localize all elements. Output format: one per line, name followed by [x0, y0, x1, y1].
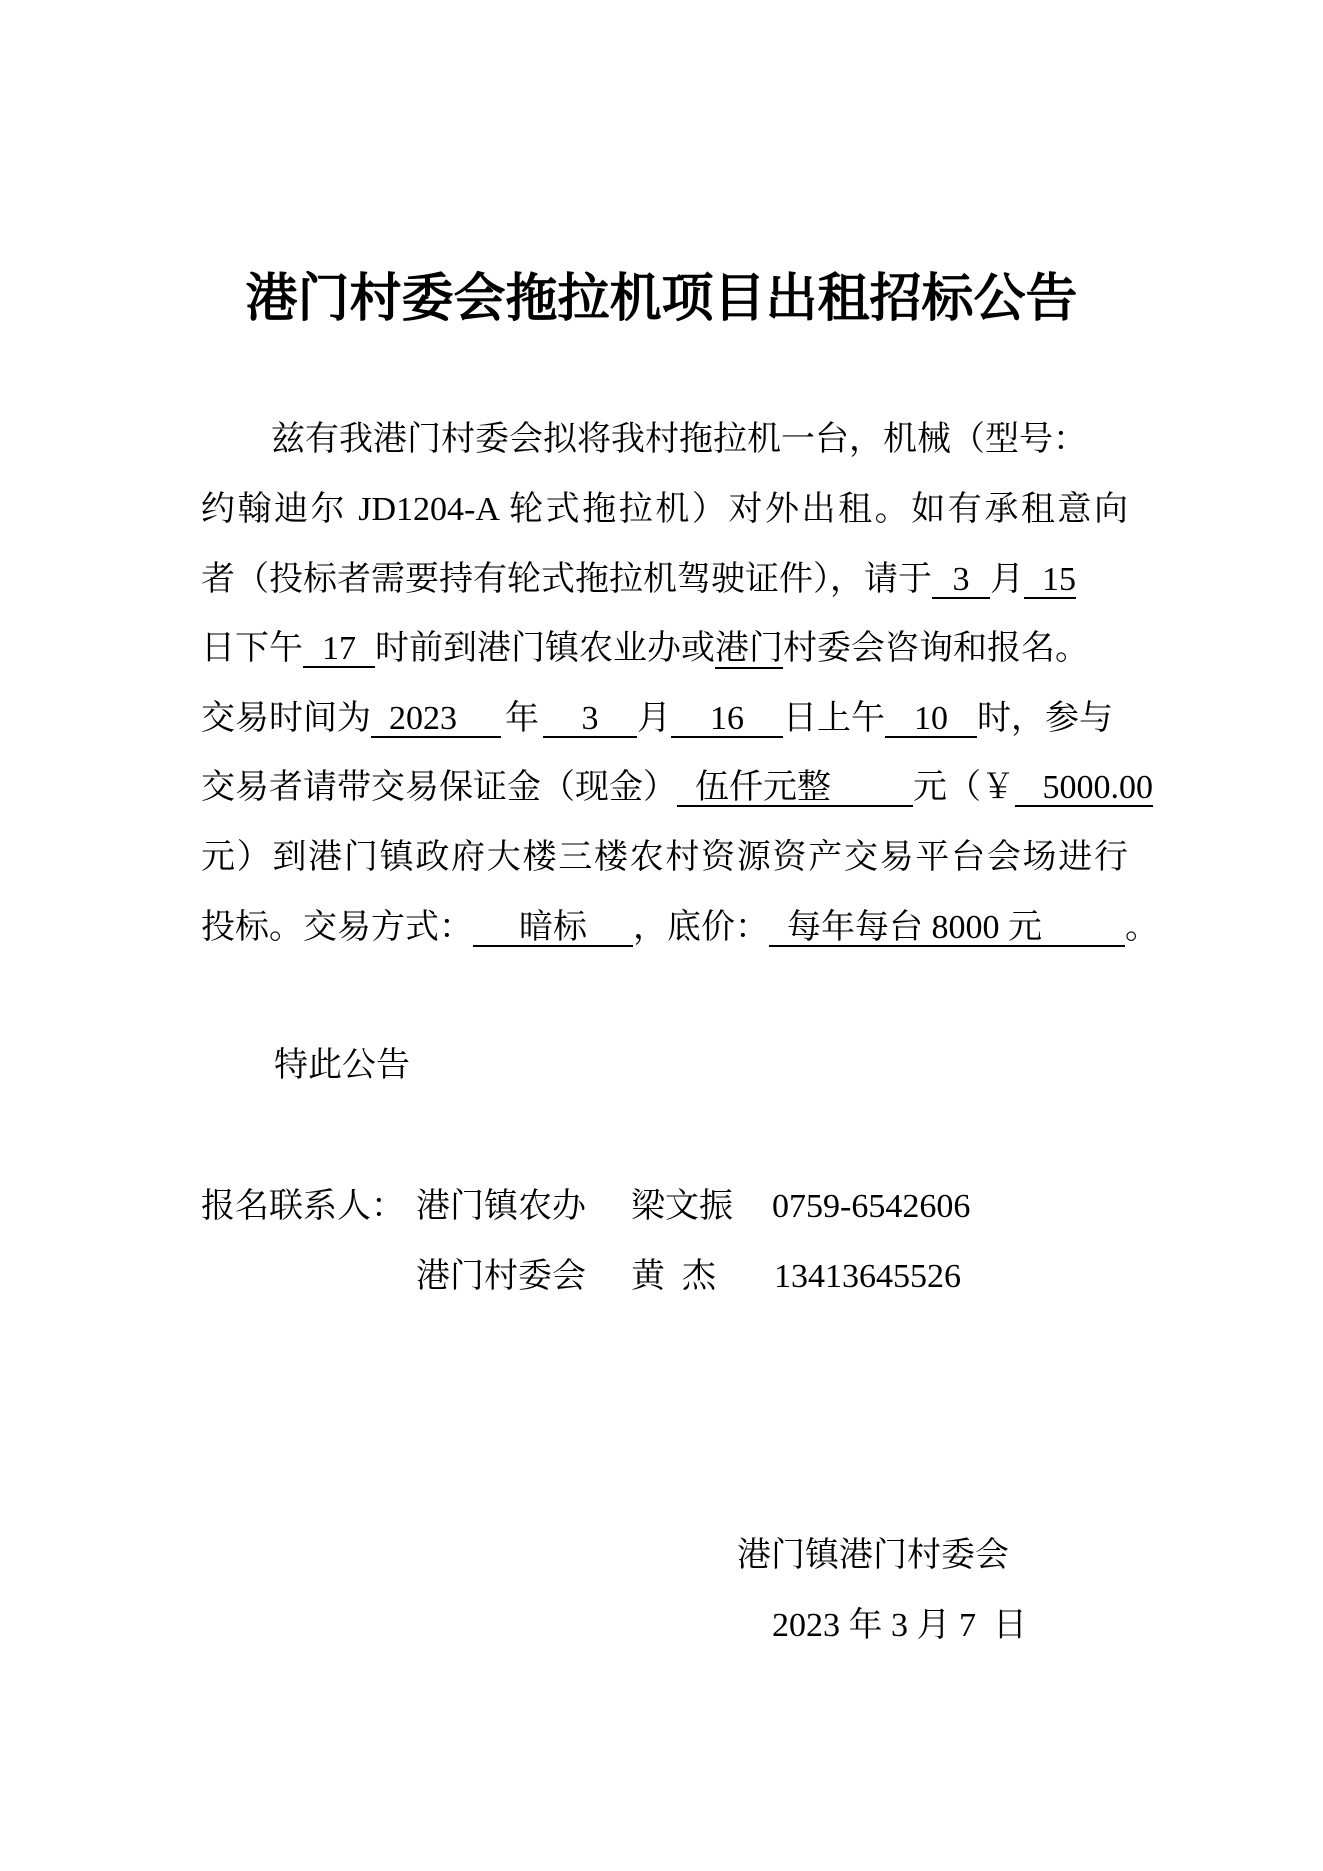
underlined-place: 港门	[715, 630, 783, 667]
body-line-7: 元）到港门镇政府大楼三楼农村资源资产交易平台会场进行	[201, 839, 1128, 876]
registration-day: 15	[1024, 563, 1076, 599]
contact-phone: 13413645526	[774, 1258, 961, 1295]
trade-year: 2023	[371, 702, 501, 738]
contact-org: 港门村委会	[416, 1258, 586, 1295]
text: 交易者请带交易保证金（现金）	[201, 769, 677, 806]
contact-name: 梁文振	[631, 1188, 733, 1225]
trade-month: 3	[543, 702, 637, 738]
deposit-amount: 5000.00	[1015, 771, 1153, 807]
text: 月	[990, 561, 1024, 598]
text: ，底价：	[633, 909, 769, 946]
registration-month: 3	[932, 563, 990, 599]
text: 时前到港门镇农业办或	[375, 630, 715, 667]
body-line-5	[201, 699, 1128, 739]
text: 时，参与	[977, 700, 1113, 737]
body-line-4	[201, 629, 1128, 669]
signature-org: 港门镇港门村委会	[737, 1537, 1009, 1574]
contact-org: 港门镇农办	[416, 1188, 586, 1225]
notice-closing: 特此公告	[274, 1047, 410, 1084]
text: 日上午	[783, 700, 885, 737]
trade-hour: 10	[885, 702, 977, 738]
contact-phone: 0759-6542606	[772, 1188, 971, 1225]
base-price: 每年每台 8000 元	[769, 911, 1125, 947]
body-line-1: 兹有我港门村委会拟将我村拖拉机一台，机械（型号：	[271, 421, 1087, 458]
trade-method: 暗标	[473, 911, 633, 947]
text: 投标。交易方式：	[201, 909, 473, 946]
text: 村委会咨询和报名。	[783, 630, 1089, 667]
text: 月	[637, 700, 671, 737]
body-line-3	[201, 560, 1128, 600]
signature-date: 2023 年 3 月 7 日	[772, 1607, 1027, 1644]
text: 者（投标者需要持有轮式拖拉机驾驶证件），请于	[201, 561, 932, 598]
document-title: 港门村委会拖拉机项目出租招标公告	[245, 271, 1078, 328]
body-line-6	[201, 768, 1153, 808]
registration-hour: 17	[303, 632, 375, 668]
text: 。	[1125, 909, 1159, 946]
contacts-label: 报名联系人：	[201, 1188, 405, 1225]
body-line-2: 约翰迪尔 JD1204-A 轮式拖拉机）对外出租。如有承租意向	[201, 491, 1128, 528]
body-line-8	[201, 908, 1159, 948]
contact-name: 黄 杰	[631, 1258, 716, 1295]
deposit-words: 伍仟元整	[677, 771, 913, 807]
text: 年	[505, 700, 539, 737]
trade-day: 16	[671, 702, 783, 738]
text: 交易时间为	[201, 700, 371, 737]
text: 元（￥	[913, 769, 1015, 806]
text: 日下午	[201, 630, 303, 667]
